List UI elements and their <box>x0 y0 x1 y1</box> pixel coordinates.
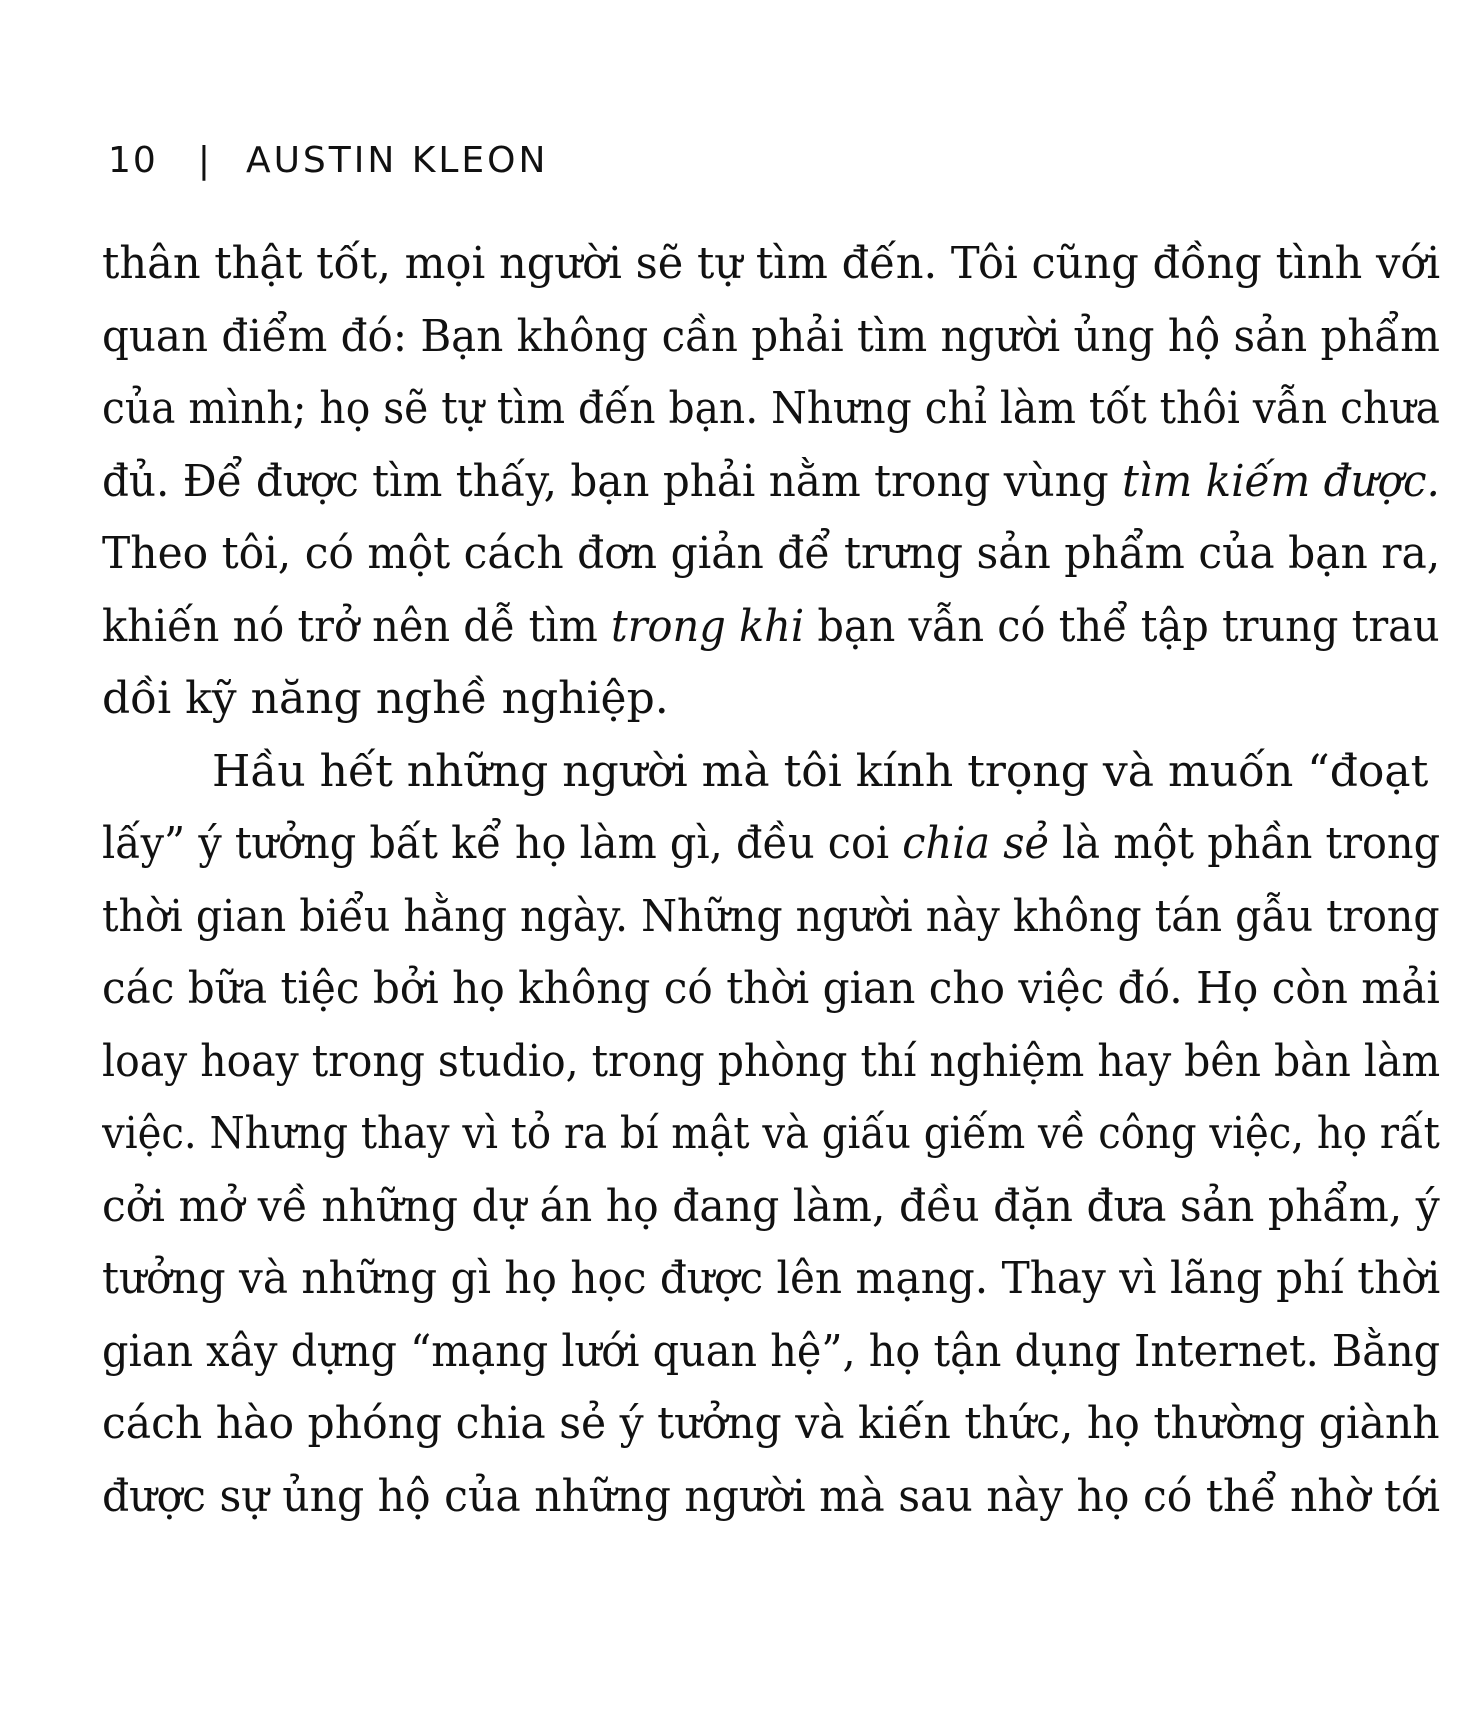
text-line <box>102 446 1440 519</box>
text-line: việc. Nhưng thay vì tỏ ra bí mật và giấu giếm về công việc, họ rất <box>102 1108 1440 1159</box>
text-line: của mình; họ sẽ tự tìm đến bạn. Nhưng chỉ làm tốt thôi vẫn chưa <box>102 383 1440 434</box>
italic-phrase: tìm kiếm được. <box>1122 455 1440 507</box>
text-line: gian xây dựng “mạng lưới quan hệ”, họ tận dụng Internet. Bằng <box>102 1325 1440 1377</box>
text-line: thân thật tốt, mọi người sẽ tự tìm đến. Tôi cũng đồng tình với <box>102 238 1440 289</box>
body-text <box>102 228 1440 1533</box>
text-line: các bữa tiệc bởi họ không có thời gian cho việc đó. Họ còn mải <box>102 963 1440 1014</box>
text-run: đủ. Để được tìm thấy, bạn phải nằm trong vùng <box>102 455 1123 507</box>
page-number: 10 <box>108 140 158 181</box>
text-line: Theo tôi, có một cách đơn giản để trưng sản phẩm của bạn ra, <box>102 528 1440 579</box>
running-head <box>108 140 548 181</box>
text-line: thời gian biểu hằng ngày. Những người này không tán gẫu trong <box>102 890 1440 942</box>
text-run: khiến nó trở nên dễ tìm <box>102 600 612 652</box>
paragraph <box>102 736 1440 1534</box>
text-line <box>102 591 1440 664</box>
paragraph-continued <box>102 228 1440 736</box>
italic-phrase: chia sẻ <box>902 818 1049 869</box>
text-line: cởi mở về những dự án họ đang làm, đều đặn đưa sản phẩm, ý <box>102 1180 1440 1232</box>
author-name: AUSTIN KLEON <box>245 140 549 181</box>
text-line: Hầu hết những người mà tôi kính trọng và muốn “đoạt <box>212 745 1429 797</box>
text-line: được sự ủng hộ của những người mà sau này họ có thể nhờ tới <box>102 1470 1440 1522</box>
text-line: loay hoay trong studio, trong phòng thí nghiệm hay bên bàn làm <box>102 1035 1440 1087</box>
text-run: là một phần trong <box>1048 818 1440 869</box>
text-line: tưởng và những gì họ học được lên mạng. Thay vì lãng phí thời <box>102 1253 1440 1304</box>
text-run: bạn vẫn có thể tập trung trau <box>804 600 1440 652</box>
italic-phrase: trong khi <box>611 600 805 652</box>
text-line: quan điểm đó: Bạn không cần phải tìm người ủng hộ sản phẩm <box>102 310 1440 362</box>
text-run: lấy” ý tưởng bất kể họ làm gì, đều coi <box>102 818 903 869</box>
text-line: cách hào phóng chia sẻ ý tưởng và kiến thức, họ thường giành <box>102 1398 1440 1449</box>
text-line: dồi kỹ năng nghề nghiệp. <box>102 673 669 724</box>
header-divider: | <box>197 140 212 181</box>
text-line <box>102 808 1440 881</box>
